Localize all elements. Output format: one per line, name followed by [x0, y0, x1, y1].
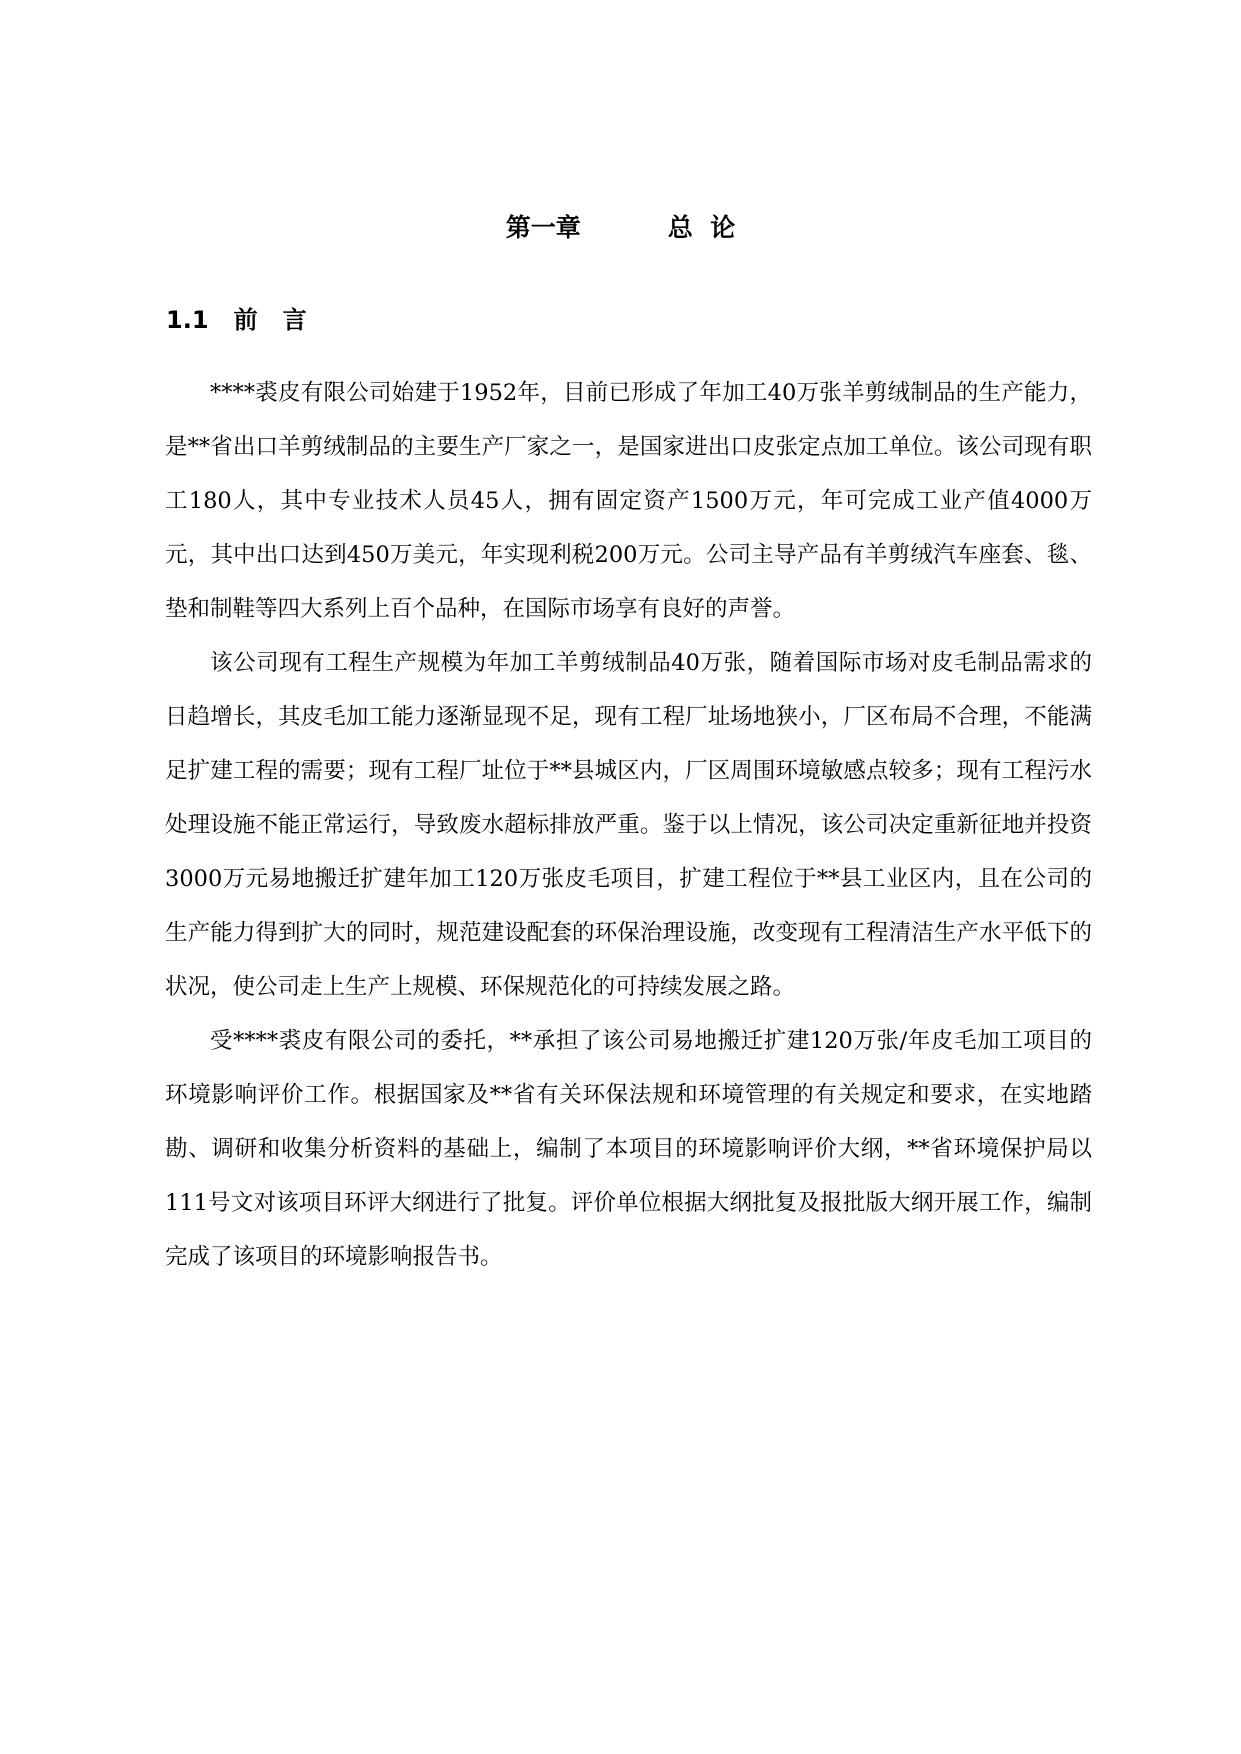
section-heading: 1.1 前 言 — [166, 306, 307, 334]
paragraph-assessment-commission: 受****裘皮有限公司的委托，**承担了该公司易地搬迁扩建120万张/年皮毛加工项目的环境影响评价工作。根据国家及**省有关环保法规和环境管理的有关规定和要求，在实地踏勘、调研和收集分析资料的基础上，编制了本项目的环境影响评价大纲，**省环境保护局以111号文对该项目环评大纲进行了批复。评价单位根据大纲批复及报批版大纲开展工作，编制完成了该项目的环境影响报告书。 — [165, 1028, 1092, 1270]
paragraph-project-background: 该公司现有工程生产规模为年加工羊剪绒制品40万张，随着国际市场对皮毛制品需求的日趋增长，其皮毛加工能力逐渐显现不足，现有工程厂址场地狭小，厂区布局不合理，不能满足扩建工程的需要；现有工程厂址位于**县城区内，厂区周围环境敏感点较多；现有工程污水处理设施不能正常运行，导致废水超标排放严重。鉴于以上情况，该公司决定重新征地并投资3000万元易地搬迁扩建年加工120万张皮毛项目，扩建工程位于**县工业区内，且在公司的生产能力得到扩大的同时，规范建设配套的环保治理设施，改变现有工程清洁生产水平低下的状况，使公司走上生产上规模、环保规范化的可持续发展之路。 — [165, 650, 1092, 1000]
body-text — [165, 366, 1092, 1284]
chapter-title: 第一章 总 论 — [505, 213, 736, 242]
paragraph-company-overview: ****裘皮有限公司始建于1952年，目前已形成了年加工40万张羊剪绒制品的生产能力，是**省出口羊剪绒制品的主要生产厂家之一，是国家进出口皮张定点加工单位。该公司现有职工180人，其中专业技术人员45人，拥有固定资产1500万元，年可完成工业产值4000万元，其中出口达到450万美元，年实现利税200万元。公司主导产品有羊剪绒汽车座套、毯、垫和制鞋等四大系列上百个品种，在国际市场享有良好的声誉。 — [165, 380, 1092, 622]
